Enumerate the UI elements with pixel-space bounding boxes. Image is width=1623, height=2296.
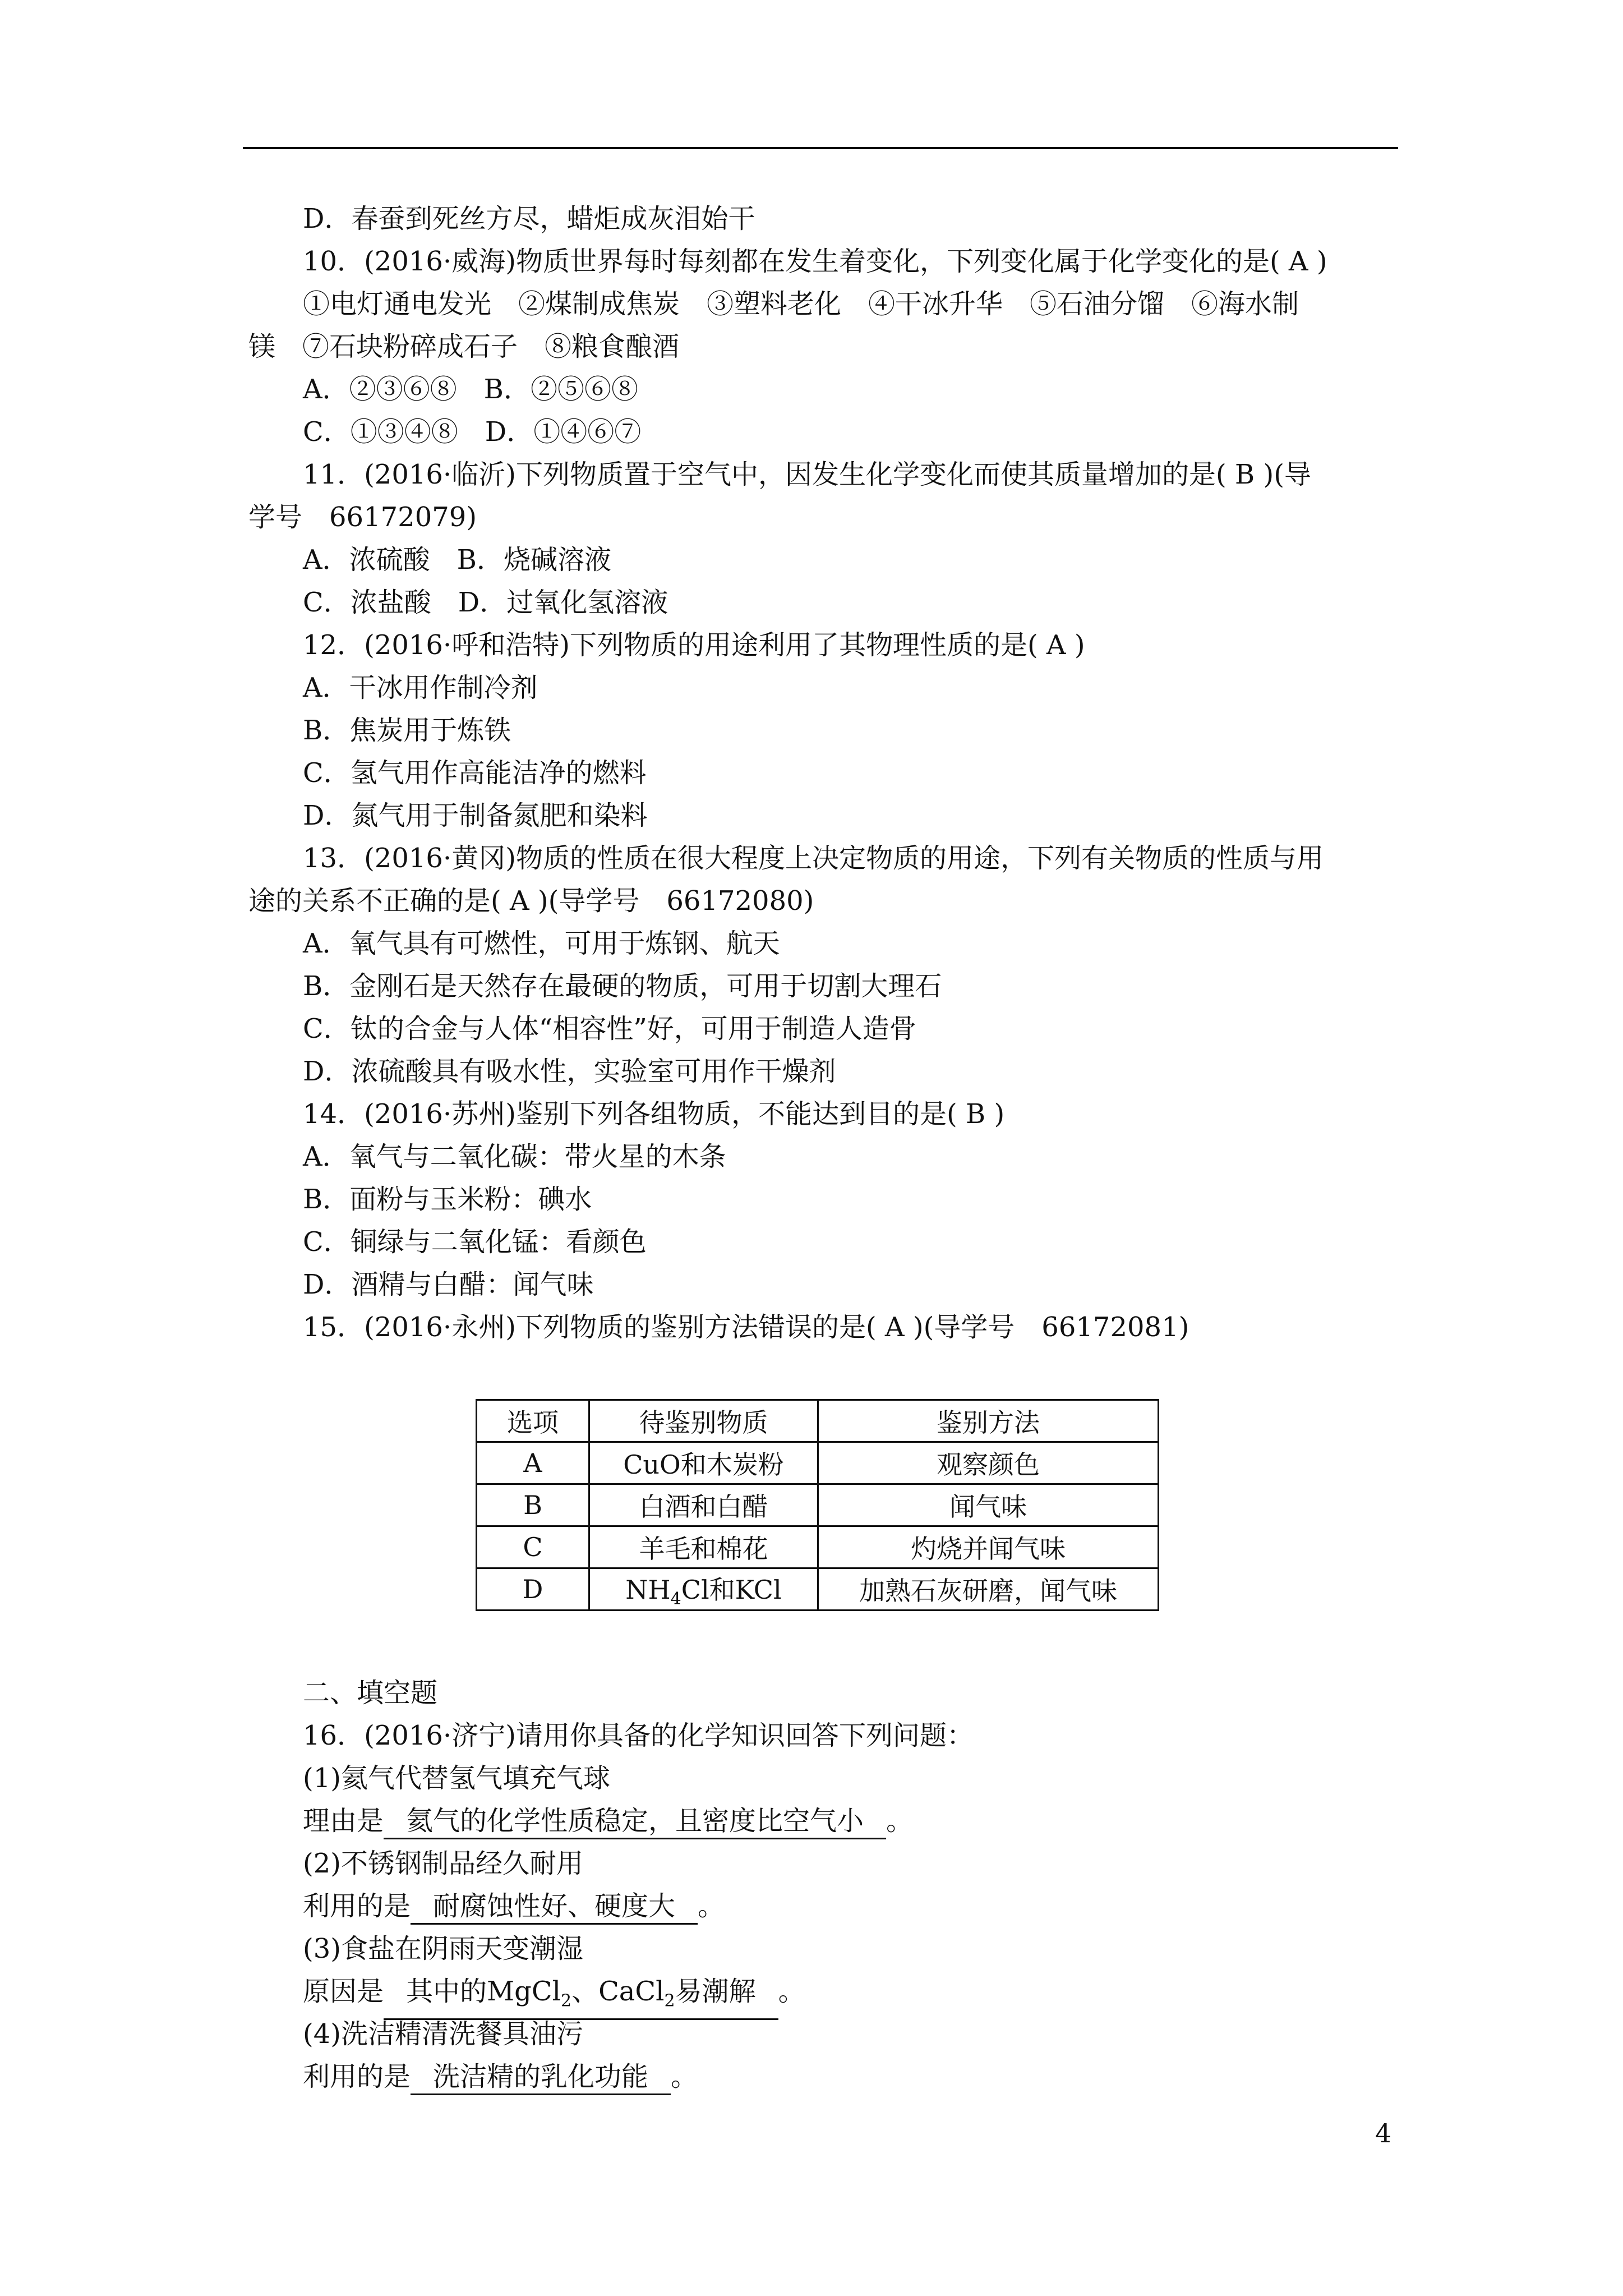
q11-stem-cont: 学号 66172079): [248, 501, 477, 533]
answer-blank: 氦气的化学性质稳定，且密度比空气小: [384, 1804, 886, 1839]
q12-stem: 12．(2016·呼和浩特)下列物质的用途利用了其物理性质的是( A ): [303, 629, 1085, 661]
q14-option-a: A．氧气与二氧化碳：带火星的木条: [303, 1141, 726, 1172]
q16-part1-answer-line: [303, 1804, 913, 1839]
q16-part2: (2)不锈钢制品经久耐用: [303, 1848, 583, 1879]
period: 。: [886, 1805, 914, 1837]
q12-option-a: A．干冰用作制冷剂: [303, 672, 538, 703]
answer-blank: 耐腐蚀性好、硬度大: [411, 1889, 698, 1925]
answer-text: 易潮解: [675, 1976, 756, 2007]
q10-items-cont: 镁 ⑦石块粉碎成石子 ⑧粮食酿酒: [248, 331, 680, 362]
q11-options-ab: A．浓硫酸 B．烧碱溶液: [303, 544, 611, 576]
answer-prefix: 利用的是: [303, 1890, 411, 1922]
table-header-row: [477, 1400, 1159, 1442]
q13-stem: 13．(2016·黄冈)物质的性质在很大程度上决定物质的用途，下列有关物质的性质与用: [303, 843, 1324, 874]
q13-option-a: A．氧气具有可燃性，可用于炼钢、航天: [303, 928, 780, 959]
q15-stem: 15．(2016·永州)下列物质的鉴别方法错误的是( A )(导学号 66172081): [303, 1312, 1189, 1343]
table-cell: D: [477, 1568, 589, 1611]
q16-part3: (3)食盐在阴雨天变潮湿: [303, 1933, 583, 1964]
answer-text: 其中的MgCl: [406, 1976, 561, 2007]
q14-option-d: D．酒精与白醋：闻气味: [303, 1269, 594, 1300]
page-number: 4: [1375, 2118, 1392, 2148]
formula-part: Cl和KCl: [681, 1574, 782, 1605]
table-cell: 观察颜色: [818, 1442, 1159, 1484]
q13-option-d: D．浓硫酸具有吸水性，实验室可用作干燥剂: [303, 1056, 836, 1087]
table-cell: C: [477, 1526, 589, 1568]
q15-table: [476, 1399, 1159, 1611]
period: 。: [698, 1890, 725, 1922]
table-header-cell: 鉴别方法: [818, 1400, 1159, 1442]
table-header-cell: 选项: [477, 1400, 589, 1442]
formula-subscript: 2: [664, 1991, 675, 2011]
table-row: [477, 1484, 1159, 1526]
q16-part4-answer-line: [303, 2060, 698, 2095]
q14-option-c: C．铜绿与二氧化锰：看颜色: [303, 1226, 647, 1258]
q13-option-c: C．钛的合金与人体“相容性”好，可用于制造人造骨: [303, 1013, 916, 1045]
table-row: [477, 1526, 1159, 1568]
table-cell: [589, 1568, 818, 1611]
table-cell: 羊毛和棉花: [589, 1526, 818, 1568]
table-cell: 闻气味: [818, 1484, 1159, 1526]
table-cell: 灼烧并闻气味: [818, 1526, 1159, 1568]
answer-prefix: 原因是: [303, 1976, 384, 2007]
table-cell: 白酒和白醋: [589, 1484, 818, 1526]
formula-subscript: 4: [670, 1589, 681, 1609]
q16-stem: 16．(2016·济宁)请用你具备的化学知识回答下列问题：: [303, 1720, 974, 1751]
answer-prefix: 利用的是: [303, 2061, 411, 2092]
header-rule: [243, 147, 1398, 149]
q12-option-d: D．氮气用于制备氮肥和染料: [303, 800, 648, 831]
q16-part3-answer-line: [303, 1975, 805, 2020]
q13-stem-cont: 途的关系不正确的是( A )(导学号 66172080): [248, 885, 814, 917]
answer-blank: [384, 1975, 778, 2020]
q14-option-b: B．面粉与玉米粉：碘水: [303, 1184, 592, 1215]
section-heading: 二、填空题: [303, 1677, 438, 1709]
q12-option-c: C．氢气用作高能洁净的燃料: [303, 757, 647, 789]
q10-options-ab: A．②③⑥⑧ B．②⑤⑥⑧: [303, 374, 638, 405]
q14-stem: 14．(2016·苏州)鉴别下列各组物质，不能达到目的是( B ): [303, 1098, 1005, 1130]
q10-options-cd: C．①③④⑧ D．①④⑥⑦: [303, 416, 642, 448]
table-row: [477, 1442, 1159, 1484]
q12-option-b: B．焦炭用于炼铁: [303, 715, 511, 746]
formula-subscript: 2: [560, 1991, 572, 2011]
table-cell: B: [477, 1484, 589, 1526]
q11-stem: 11．(2016·临沂)下列物质置于空气中，因发生化学变化而使其质量增加的是( B )(导: [303, 459, 1311, 490]
q10-items: ①电灯通电发光 ②煤制成焦炭 ③塑料老化 ④干冰升华 ⑤石油分馏 ⑥海水制: [303, 288, 1299, 320]
q11-options-cd: C．浓盐酸 D．过氧化氢溶液: [303, 587, 668, 618]
table-cell: 加熟石灰研磨，闻气味: [818, 1568, 1159, 1611]
q13-option-b: B．金刚石是天然存在最硬的物质，可用于切割大理石: [303, 970, 942, 1002]
table-cell: CuO和木炭粉: [589, 1442, 818, 1484]
answer-text: 、CaCl: [571, 1976, 665, 2007]
q10-stem: 10．(2016·威海)物质世界每时每刻都在发生着变化，下列变化属于化学变化的是( A ): [303, 246, 1327, 277]
answer-blank: 洗洁精的乳化功能: [411, 2060, 671, 2095]
answer-prefix: 理由是: [303, 1805, 384, 1837]
q9-option-d: D．春蚕到死丝方尽，蜡炬成灰泪始干: [303, 203, 755, 234]
period: 。: [778, 1976, 805, 2007]
formula-part: NH: [625, 1574, 671, 1605]
table-cell: A: [477, 1442, 589, 1484]
q16-part4: (4)洗洁精清洗餐具油污: [303, 2018, 583, 2050]
q16-part1: (1)氦气代替氢气填充气球: [303, 1763, 610, 1794]
period: 。: [671, 2061, 698, 2092]
q16-part2-answer-line: [303, 1889, 725, 1925]
table-row: [477, 1568, 1159, 1611]
table-header-cell: 待鉴别物质: [589, 1400, 818, 1442]
